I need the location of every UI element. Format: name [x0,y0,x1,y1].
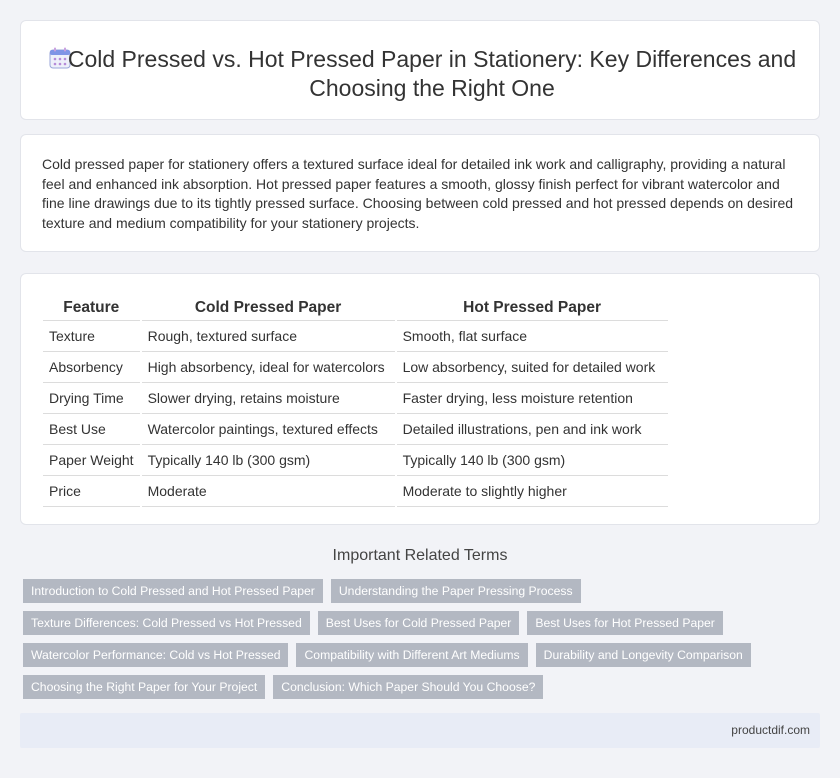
cell-cold: Moderate [141,475,396,506]
tag-texture-differences[interactable]: Texture Differences: Cold Pressed vs Hot Pressed [23,611,310,635]
page-title: Cold Pressed vs. Hot Pressed Paper in Stationery: Key Differences and Choosing the Right One [67,46,797,101]
comparison-table [43,294,668,507]
cell-feature: Drying Time [43,382,141,413]
cell-cold: Typically 140 lb (300 gsm) [141,444,396,475]
intro-text: Cold pressed paper for stationery offers a textured surface ideal for detailed ink work and calligraphy, providing a natural feel and enhanced ink absorption. Hot pressed paper features a smooth, glossy finish perfect for vibrant watercolor and fine line drawings due to its tightly pressed surface. Choosing between cold pressed and hot pressed depends on desired texture and medium compatibility for your stationery projects. [42,156,794,231]
tag-best-uses-hot[interactable]: Best Uses for Hot Pressed Paper [527,611,723,635]
site-link[interactable]: productdif.com [731,723,810,737]
related-terms-title: Important Related Terms [332,547,508,564]
cell-feature: Texture [43,320,141,351]
cell-feature: Best Use [43,413,141,444]
tag-watercolor-performance[interactable]: Watercolor Performance: Cold vs Hot Pressed [23,643,288,667]
cell-hot: Typically 140 lb (300 gsm) [396,444,668,475]
tag-choosing-paper[interactable]: Choosing the Right Paper for Your Project [23,675,265,699]
cell-cold: Watercolor paintings, textured effects [141,413,396,444]
comparison-card [20,273,820,525]
table-row [43,351,668,382]
cell-hot: Detailed illustrations, pen and ink work [396,413,668,444]
cell-feature: Price [43,475,141,506]
cell-hot: Faster drying, less moisture retention [396,382,668,413]
header-feature: Feature [43,294,141,320]
tag-intro-cold-hot[interactable]: Introduction to Cold Pressed and Hot Pressed Paper [23,579,323,603]
table-row [43,382,668,413]
intro-card [20,134,820,252]
related-terms-tags [23,579,813,707]
cell-cold: Slower drying, retains moisture [141,382,396,413]
table-row [43,320,668,351]
cell-feature: Absorbency [43,351,141,382]
tag-art-mediums[interactable]: Compatibility with Different Art Mediums [296,643,527,667]
table-header-row [43,294,668,320]
table-row [43,444,668,475]
table-row [43,475,668,506]
header-hot-pressed: Hot Pressed Paper [396,294,668,320]
footer [20,713,820,748]
header-cold-pressed: Cold Pressed Paper [141,294,396,320]
cell-feature: Paper Weight [43,444,141,475]
tag-best-uses-cold[interactable]: Best Uses for Cold Pressed Paper [318,611,520,635]
cell-hot: Smooth, flat surface [396,320,668,351]
tag-row [23,611,813,635]
tag-row [23,579,813,603]
cell-hot: Low absorbency, suited for detailed work [396,351,668,382]
cell-cold: Rough, textured surface [141,320,396,351]
tag-pressing-process[interactable]: Understanding the Paper Pressing Process [331,579,581,603]
tag-row [23,675,813,699]
tag-durability[interactable]: Durability and Longevity Comparison [536,643,751,667]
header-card [20,20,820,120]
table-row [43,413,668,444]
cell-cold: High absorbency, ideal for watercolors [141,351,396,382]
tag-row [23,643,813,667]
cell-hot: Moderate to slightly higher [396,475,668,506]
tag-conclusion[interactable]: Conclusion: Which Paper Should You Choose? [273,675,543,699]
